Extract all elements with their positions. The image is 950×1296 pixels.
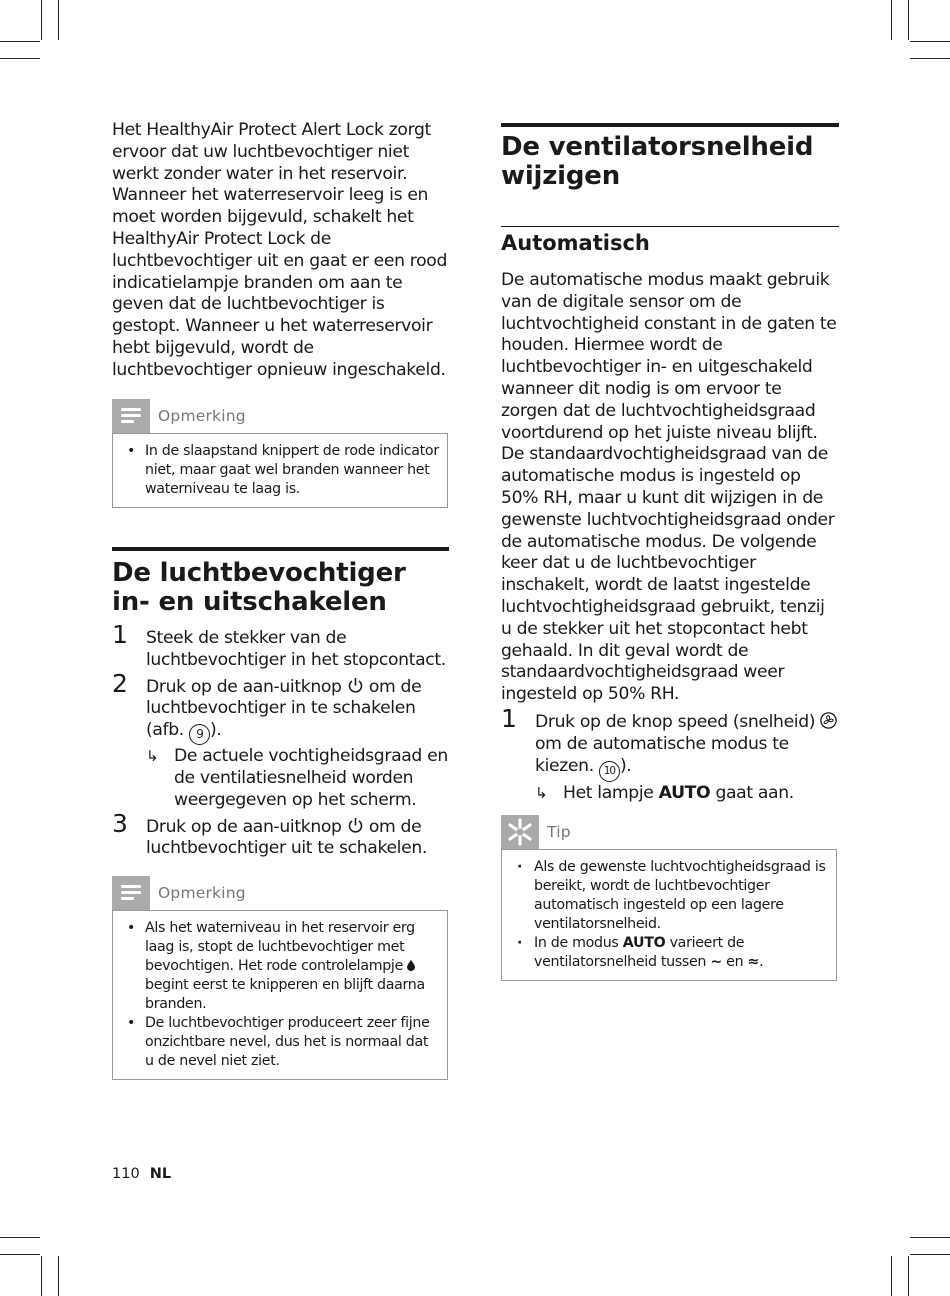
- crop-mark: [41, 0, 42, 40]
- step-text: ).: [619, 755, 632, 776]
- step-1: [501, 703, 839, 804]
- crop-mark: [0, 41, 40, 42]
- step-number: 2: [112, 668, 128, 698]
- crop-mark: [910, 1237, 950, 1238]
- crop-mark: [910, 41, 950, 42]
- page-number: 110: [112, 1166, 140, 1182]
- result-text: gaat aan.: [715, 782, 794, 803]
- crop-mark: [891, 1256, 892, 1296]
- power-icon: [347, 817, 364, 834]
- note-box-sleep: [112, 399, 448, 508]
- note-text: begint eerst te knipperen en blijft daarna branden.: [145, 977, 425, 1012]
- result-arrow-icon: ↳: [535, 783, 548, 802]
- tip-title: Tip: [547, 823, 571, 841]
- subsection-rule: [501, 226, 839, 227]
- crop-mark: [908, 1256, 909, 1296]
- section-rule: [112, 547, 449, 551]
- section-rule: [501, 123, 839, 127]
- tip-box: [501, 815, 837, 981]
- crop-mark: [910, 1254, 950, 1255]
- power-icon: [347, 677, 364, 694]
- note-icon: [112, 876, 150, 910]
- note-title: Opmerking: [158, 884, 246, 902]
- section-title: De luchtbevochtiger in- en uitschakelen: [112, 558, 406, 617]
- note-text: Als het waterniveau in het reservoir erg laag is, stopt de luchtbevochtiger met bevochtigen. Het rode controlelampje: [145, 920, 415, 974]
- crop-mark: [0, 1237, 40, 1238]
- crop-mark: [41, 1256, 42, 1296]
- step-result: [146, 746, 449, 811]
- language-code: NL: [149, 1166, 172, 1182]
- step-text: Druk op de aan-uitknop: [146, 676, 342, 697]
- tip-text: varieert de ventilatorsnelheid tussen: [534, 935, 745, 970]
- note-item: [121, 919, 439, 1014]
- step-text: om de luchtbevochtiger in te schakelen (afb.: [146, 676, 422, 741]
- intro-paragraph: Het HealthyAir Protect Alert Lock zorgt ervoor dat uw luchtbevochtiger niet werkt zonder water in het reservoir. Wanneer het waterreservoir leeg is en moet worden bijgevuld, schakelt het HealthyAir Protect Lock de luchtbevochtiger uit en gaat er een rood indicatielampje branden om aan te geven dat de luchtbevochtiger is gestopt. Wanneer u het waterreservoir hebt bijgevuld, wordt de luchtbevochtiger opnieuw ingeschakeld.: [112, 120, 448, 380]
- step-text: om de automatische modus te kiezen.: [535, 733, 789, 776]
- step-text: ).: [210, 720, 222, 741]
- tip-text: en: [726, 954, 744, 970]
- result-text: Het lampje: [563, 782, 654, 803]
- crop-mark: [891, 0, 892, 40]
- note-box-water: [112, 876, 448, 1080]
- step-text: Druk op de aan-uitknop: [146, 816, 342, 837]
- step-number: 3: [112, 808, 128, 838]
- step-3: [112, 808, 449, 861]
- tip-text: .: [759, 954, 764, 970]
- tip-item: · Als de gewenste luchtvochtigheidsgraad is bereikt, wordt de luchtbevochtiger automatisch ingesteld op een lagere ventilatorsnelheid.: [510, 858, 828, 934]
- auto-mode-paragraph: De automatische modus maakt gebruik van de digitale sensor om de luchtvochtigheid constant in de gaten te houden. Hiermee wordt de luchtbevochtiger in- en uitgeschakeld wanneer dit nodig is om ervoor te zorgen dat de luchtvochtigheidsgraad voortdurend op het juiste niveau blijft. De standaardvochtigheidsgraad van de automatische modus is ingesteld op 50% RH, maar u kunt dit wijzigen in de gewenste luchtvochtigheidsgraad onder de automatische modus. De volgende keer dat u de luchtbevochtiger inschakelt, wordt de laatst ingestelde luchtvochtigheidsgraad gebruikt, tenzij u de stekker uit het stopcontact hebt gehaald. In dit geval wordt de standaardvochtigheidsgraad weer ingesteld op 50% RH.: [501, 270, 837, 705]
- water-drop-icon: [407, 960, 415, 971]
- crop-mark: [0, 58, 40, 59]
- section-onoff: [112, 547, 449, 860]
- crop-mark: [0, 1254, 40, 1255]
- result-arrow-icon: ↳: [146, 747, 159, 766]
- crop-mark: [910, 58, 950, 59]
- figure-ref: 9: [189, 724, 210, 745]
- step-text: Steek de stekker van de luchtbevochtiger in het stopcontact.: [146, 628, 446, 670]
- tip-item: [510, 934, 828, 972]
- auto-label: AUTO: [622, 935, 666, 951]
- note-title: Opmerking: [158, 407, 246, 425]
- tip-text: In de modus: [534, 935, 619, 951]
- note-item: • De luchtbevochtiger produceert zeer fijne onzichtbare nevel, dus het is normaal dat u de nevel niet ziet.: [121, 1014, 439, 1071]
- low-speed-icon: ∼: [710, 954, 722, 970]
- fan-speed-icon: [820, 712, 837, 729]
- crop-mark: [58, 0, 59, 40]
- step-result: [535, 783, 839, 805]
- auto-label: AUTO: [658, 782, 711, 803]
- step-text: Druk op de knop speed (snelheid): [535, 711, 816, 732]
- figure-ref: 10: [599, 761, 620, 782]
- section-fan-speed: [501, 123, 839, 804]
- step-text: om de luchtbevochtiger uit te schakelen.: [146, 816, 427, 859]
- crop-mark: [908, 0, 909, 40]
- note-icon: [112, 399, 150, 433]
- step-number: 1: [501, 703, 517, 733]
- crop-mark: [58, 1256, 59, 1296]
- high-speed-icon: ≈: [747, 954, 760, 970]
- section-title: De ventilatorsnelheid wijzigen: [501, 132, 814, 191]
- result-text: De actuele vochtigheidsgraad en de ventilatiesnelheid worden weergegeven op het scherm.: [174, 746, 448, 810]
- page-footer: [112, 1166, 171, 1182]
- tip-icon: [501, 815, 539, 849]
- step-number: 1: [112, 620, 128, 649]
- step-1: [112, 620, 449, 672]
- subsection-title: Automatisch: [501, 231, 650, 255]
- step-2: [112, 668, 449, 812]
- note-item: • In de slaapstand knippert de rode indicator niet, maar gaat wel branden wanneer het waterniveau te laag is.: [121, 442, 439, 499]
